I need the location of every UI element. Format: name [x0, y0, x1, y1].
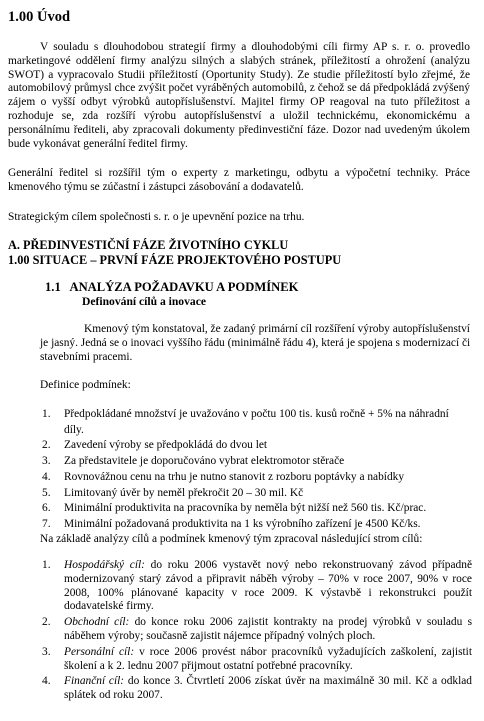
heading-main: 1.00 Úvod [8, 9, 71, 25]
condition-text: Minimální produktivita na pracovníka by neměla být nižší než 560 tis. Kč/prac. [64, 502, 427, 515]
condition-text: Za představitele je doporučováno vybrat elektromotor stěrače [64, 455, 345, 468]
goals-list [40, 559, 472, 705]
condition-item [40, 517, 470, 533]
team-statement: Kmenový tým konstatoval, že zadaný primární cíl rozšíření výroby autopříslušenství je jasný. Jedná se o inovaci vyššího řádu (minimálně řádu 4), která je spojena s modernizací či stavebními pracemi. [40, 323, 471, 363]
goal-number: 2. [42, 616, 51, 629]
condition-number: 5. [42, 486, 51, 499]
condition-number: 2. [42, 439, 51, 452]
section-11-number: 1.1 [45, 280, 61, 294]
goal-label: Personální cíl: [64, 645, 135, 658]
conditions-list [40, 407, 470, 533]
condition-number: 7. [42, 517, 51, 530]
condition-item [40, 470, 470, 486]
intro-paragraph: V souladu s dlouhodobou strategií firmy a dlouhodobými cíli firmy AP s. r. o. provedlo marketingové oddělení firmy analýzu silných a slabých stránek, příležitostí a ohrožení (analýzu SWOT) a vypracovalo Studii příležitostí (Oportunity Study). Ze studie příležitostí bylo zřejmé, že automobilový průmysl chce zvýšit počet vyráběných automobilů, z čehož se dá předpokládá zvýšený zájem o vyšší odbyt výrobků autopříslušenství. Majitel firmy OP reagoval na tuto příležitost a rozhoduje se, zda rozšíří výrobu autopříslušenství a uložil technickému, ekonomickému a personálnímu řediteli, aby zpracovali dokumenty předinvestiční fáze. Dozor nad uvedeným úkolem bude vykonávat generální ředitel firmy. [8, 41, 470, 150]
condition-text: Minimální požadovaná produktivita na 1 ks výrobního zařízení je 4500 Kč/ks. [64, 517, 421, 530]
goal-label: Obchodní cíl: [64, 616, 130, 629]
goal-item [40, 559, 472, 614]
condition-number: 4. [42, 470, 51, 483]
team-paragraph: Generální ředitel si rozšířil tým o experty z marketingu, odbytu a výpočetní techniky. Práce kmenového týmu se zúčastní i zástupci zásobování a dodavatelů. [8, 167, 470, 193]
tree-intro: Na základě analýzy cílů a podmínek kmenový tým zpracoval následující strom cílů: [40, 533, 423, 545]
section-100-heading: 1.00 SITUACE – PRVNÍ FÁZE PROJEKTOVÉHO POSTUPU [8, 253, 342, 267]
condition-text: Rovnovážnou cenu na trhu je nutno stanovit z rozboru poptávky a nabídky [64, 470, 405, 483]
goal-text: do konce 3. Čtvrtletí 2006 získat úvěr na maximálně 30 mil. Kč a odklad splátek od roku 2007. [64, 675, 472, 702]
goal-label: Finanční cíl: [64, 675, 125, 688]
goal-text: do konce roku 2006 zajistit kontrakty na prodej výrobků v souladu s náběhem výroby; současně zajistit nájemce případný volných ploch. [64, 616, 472, 642]
goal-label: Hospodářský cíl: [64, 559, 145, 571]
condition-text: Předpokládané množství je uvažováno v počtu 100 tis. kusů ročně + 5% na náhradní díly. [64, 408, 449, 436]
condition-number: 6. [42, 502, 51, 515]
condition-text: Zavedení výroby se předpokládá do dvou let [64, 439, 268, 452]
condition-item [40, 407, 470, 438]
section-a-heading: A. PŘEDINVESTIČNÍ FÁZE ŽIVOTNÍHO CYKLU [8, 238, 289, 252]
goal-item [40, 646, 472, 674]
goal-number: 3. [42, 645, 51, 658]
section-11-title: ANALÝZA POŽADAVKU A PODMÍNEK [69, 280, 299, 294]
condition-number: 3. [42, 455, 51, 468]
condition-item [40, 438, 470, 454]
section-11-heading [45, 280, 298, 295]
condition-text: Limitovaný úvěr by neměl překročit 20 – 30 mil. Kč [64, 486, 304, 499]
conditions-heading: Definice podmínek: [40, 379, 131, 391]
condition-number: 1. [42, 408, 51, 420]
condition-item [40, 486, 470, 502]
goal-number: 4. [42, 675, 51, 688]
goal-item [40, 675, 472, 703]
condition-item [40, 501, 470, 517]
goal-item [40, 616, 472, 644]
goal-text: v roce 2006 provést nábor pracovníků vyžadujících zaškolení, zajistit školení a k 2. lednu 2007 přijmout ostatní potřebné pracovníky. [64, 645, 472, 672]
goal-text: do roku 2006 vystavět nový nebo rekonstruovaný závod případně modernizovaný starý závod a připravit náběh výroby – 70% v roce 2007, 90% v roce 2008, 100% plánované kapacity v roce 2009. K výstavbě i rekonstrukci použít dodavatelské firmy. [64, 559, 473, 613]
condition-item [40, 454, 470, 470]
goal-number: 1. [42, 559, 51, 571]
goal-sentence: Strategickým cílem společnosti s. r. o je upevnění pozice na trhu. [8, 211, 305, 223]
subheading: Definování cílů a inovace [82, 295, 206, 308]
